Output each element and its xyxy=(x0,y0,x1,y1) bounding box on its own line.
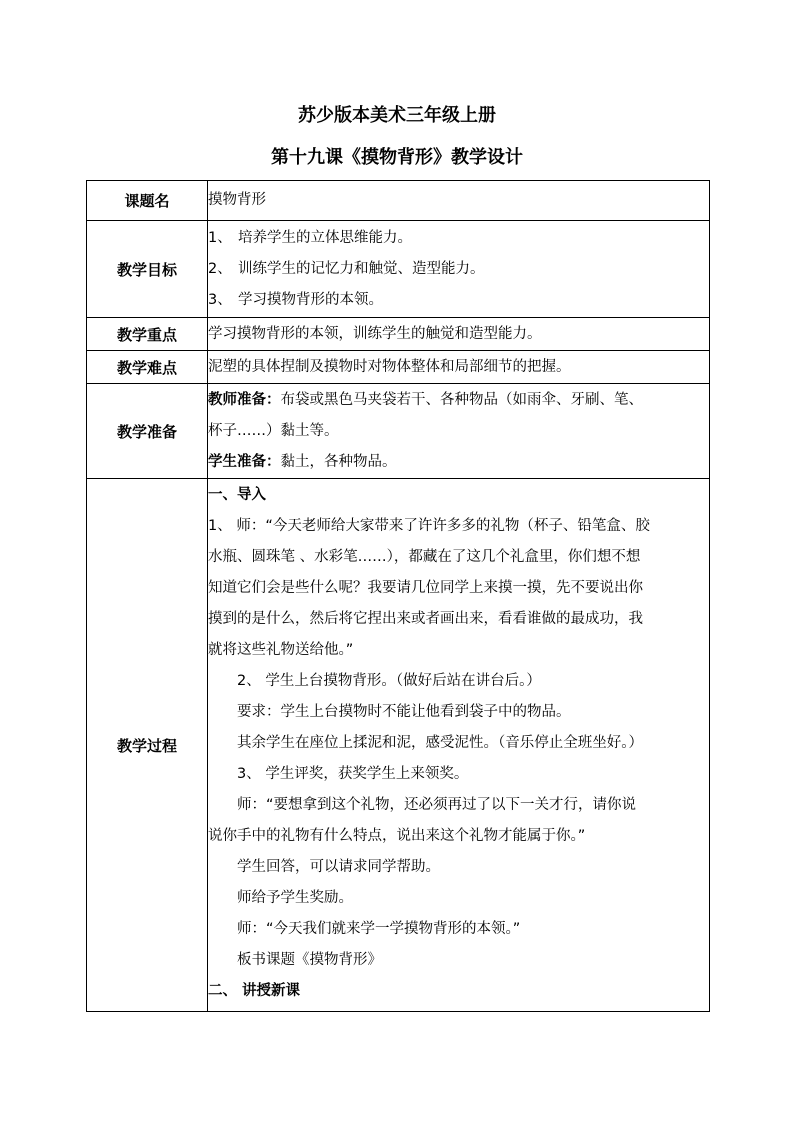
difficulties-label: 教学难点 xyxy=(87,351,208,384)
paragraph-line: 摸到的是什么，然后将它捏出来或者画出来，看看谁做的最成功，我 xyxy=(208,611,643,627)
lesson-plan-table xyxy=(86,180,710,1012)
student-preparation xyxy=(208,447,709,478)
key-points-value xyxy=(208,318,710,351)
objective-item xyxy=(208,285,709,316)
objective-item xyxy=(208,223,709,254)
key-points-text: 学习摸物背形的本领，训练学生的触觉和造型能力。 xyxy=(208,325,542,342)
objective-text: 培养学生的立体思维能力。 xyxy=(238,229,412,246)
table-row-process xyxy=(87,479,710,1012)
teacher-preparation-cont: 杯子……）黏土等。 xyxy=(208,422,339,439)
teacher-preparation-text: 布袋或黑色马夹袋若干、各种物品（如雨伞、牙刷、笔、 xyxy=(280,391,643,408)
preparation-label: 教学准备 xyxy=(87,384,208,479)
lesson-title: 第十九课《摸物背形》教学设计 xyxy=(271,147,523,168)
objective-number: 1、 xyxy=(208,229,232,246)
teacher-preparation-label: 教师准备： xyxy=(208,391,281,408)
topic-text: 摸物背形 xyxy=(208,192,266,208)
objectives-label: 教学目标 xyxy=(87,221,208,318)
section-heading: 一、导入 xyxy=(208,487,266,503)
objective-number: 2、 xyxy=(208,260,232,277)
process-content xyxy=(208,479,710,1012)
document-title: 苏少版本美术三年级上册 xyxy=(298,105,496,126)
table-row-preparation xyxy=(87,384,710,479)
table-row-difficulties xyxy=(87,351,710,384)
paragraph-line: 学生回答，可以请求同学帮助。 xyxy=(237,859,440,875)
difficulties-value xyxy=(208,351,710,384)
paragraph-line: 师：“要想拿到这个礼物，还必须再过了以下一关才行，请你说 xyxy=(237,797,637,813)
student-preparation-label: 学生准备： xyxy=(208,453,281,470)
topic-value xyxy=(208,181,710,221)
paragraph-line: 其余学生在座位上揉泥和泥，感受泥性。（音乐停止全班坐好。） xyxy=(237,735,643,751)
objective-number: 3、 xyxy=(208,291,232,308)
paragraph-line: 知道它们会是些什么呢？我要请几位同学上来摸一摸，先不要说出你 xyxy=(208,580,643,596)
paragraph-line: 2、 学生上台摸物背形。（做好后站在讲台后。） xyxy=(237,673,541,689)
objective-text: 训练学生的记忆力和触觉、造型能力。 xyxy=(238,260,485,277)
objectives-list xyxy=(208,221,710,318)
preparation-value xyxy=(208,384,710,479)
paragraph-line: 就将这些礼物送给他。” xyxy=(208,642,354,658)
student-preparation-text: 黏土，各种物品。 xyxy=(280,453,397,470)
paragraph-line: 师：“今天我们就来学一学摸物背形的本领。” xyxy=(237,921,521,937)
paragraph-line: 板书课题《摸物背形》 xyxy=(237,952,382,968)
paragraph-line: 要求：学生上台摸物时不能让他看到袋子中的物品。 xyxy=(237,704,571,720)
paragraph-line: 水瓶、圆珠笔 、水彩笔……），都藏在了这几个礼盒里，你们想不想 xyxy=(208,549,641,565)
table-row-objectives xyxy=(87,221,710,318)
table-row-topic xyxy=(87,181,710,221)
paragraph-line: 3、 学生评奖，获奖学生上来领奖。 xyxy=(237,766,469,782)
difficulties-text: 泥塑的具体捏制及摸物时对物体整体和局部细节的把握。 xyxy=(208,358,571,375)
section-heading: 二、 讲授新课 xyxy=(208,983,301,999)
objective-text: 学习摸物背形的本领。 xyxy=(238,291,383,308)
paragraph-line: 1、 师：“今天老师给大家带来了许许多多的礼物（杯子、铅笔盒、胶 xyxy=(208,518,650,534)
topic-label: 课题名 xyxy=(87,181,208,221)
key-points-label: 教学重点 xyxy=(87,318,208,351)
teacher-preparation xyxy=(208,385,709,416)
paragraph-line: 师给予学生奖励。 xyxy=(237,890,353,906)
paragraph-line: 说你手中的礼物有什么特点，说出来这个礼物才能属于你。” xyxy=(208,828,586,844)
table-row-key-points xyxy=(87,318,710,351)
process-label: 教学过程 xyxy=(87,479,208,1012)
objective-item xyxy=(208,254,709,285)
